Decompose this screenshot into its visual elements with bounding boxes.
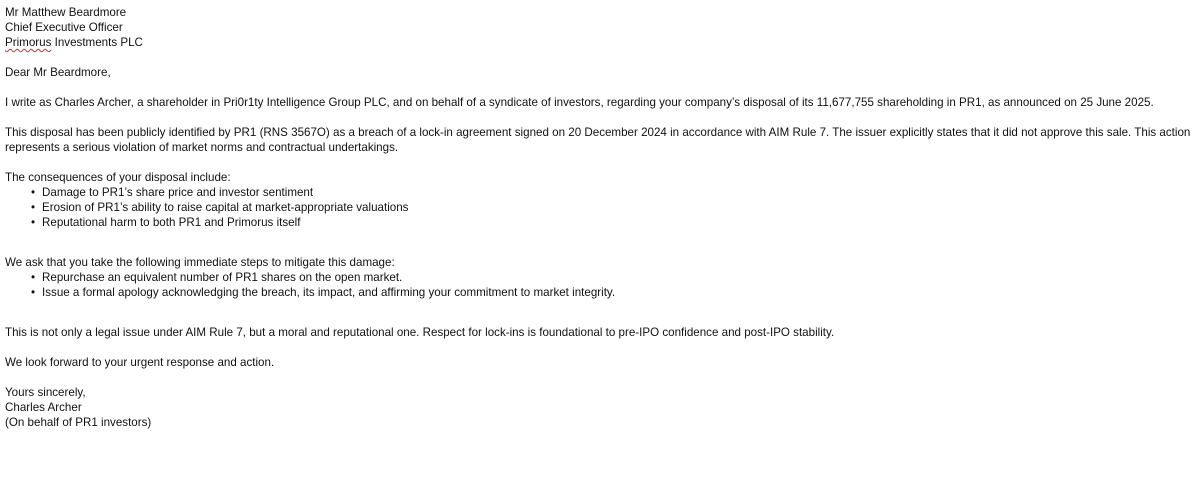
list-item: • Damage to PR1’s share price and investor sentiment: [31, 185, 1200, 200]
list-item: • Issue a formal apology acknowledging the breach, its impact, and affirming your commitment to market integrity.: [31, 285, 1200, 300]
breach-paragraph: This disposal has been publicly identified by PR1 (RNS 3567O) as a breach of a lock-in agreement signed on 20 December 2024 in accordance with AIM Rule 7. The issuer explicitly states that it did not approve this sale. This action represents a serious violation of market norms and contractual undertakings.: [5, 126, 1191, 154]
recipient-company-rest: Investments PLC: [51, 36, 143, 49]
recipient-title: Chief Executive Officer: [5, 21, 123, 34]
recipient-block: [5, 5, 1200, 50]
spellcheck-flagged-word[interactable]: Primorus: [5, 36, 52, 49]
closing-paragraph: We look forward to your urgent response and action.: [5, 356, 275, 369]
list-item: • Erosion of PR1’s ability to raise capital at market-appropriate valuations: [31, 200, 1200, 215]
list-item: • Reputational harm to both PR1 and Primorus itself: [31, 215, 1200, 230]
list-item: • Repurchase an equivalent number of PR1 shares on the open market.: [31, 270, 1200, 285]
moral-paragraph: This is not only a legal issue under AIM Rule 7, but a moral and reputational one. Respect for lock-ins is foundational to pre-IPO confidence and post-IPO stability.: [5, 326, 835, 339]
valediction: Yours sincerely,: [5, 386, 86, 399]
intro-paragraph: I write as Charles Archer, a shareholder in Pri0r1ty Intelligence Group PLC, and on behalf of a syndicate of investors, regarding your company’s disposal of its 11,677,755 shareholding in PR1, as announced on 25 June 2025.: [5, 96, 1154, 109]
signatory-name: Charles Archer: [5, 401, 82, 414]
steps-list: [5, 270, 1200, 300]
recipient-name: Mr Matthew Beardmore: [5, 6, 127, 19]
recipient-company: [5, 35, 1200, 50]
salutation: Dear Mr Beardmore,: [5, 66, 111, 79]
signoff-block: [5, 385, 1200, 430]
consequences-list: [5, 185, 1200, 230]
steps-intro: We ask that you take the following immediate steps to mitigate this damage:: [5, 256, 395, 269]
consequences-intro: The consequences of your disposal include:: [5, 171, 231, 184]
signatory-note: (On behalf of PR1 investors): [5, 416, 152, 429]
